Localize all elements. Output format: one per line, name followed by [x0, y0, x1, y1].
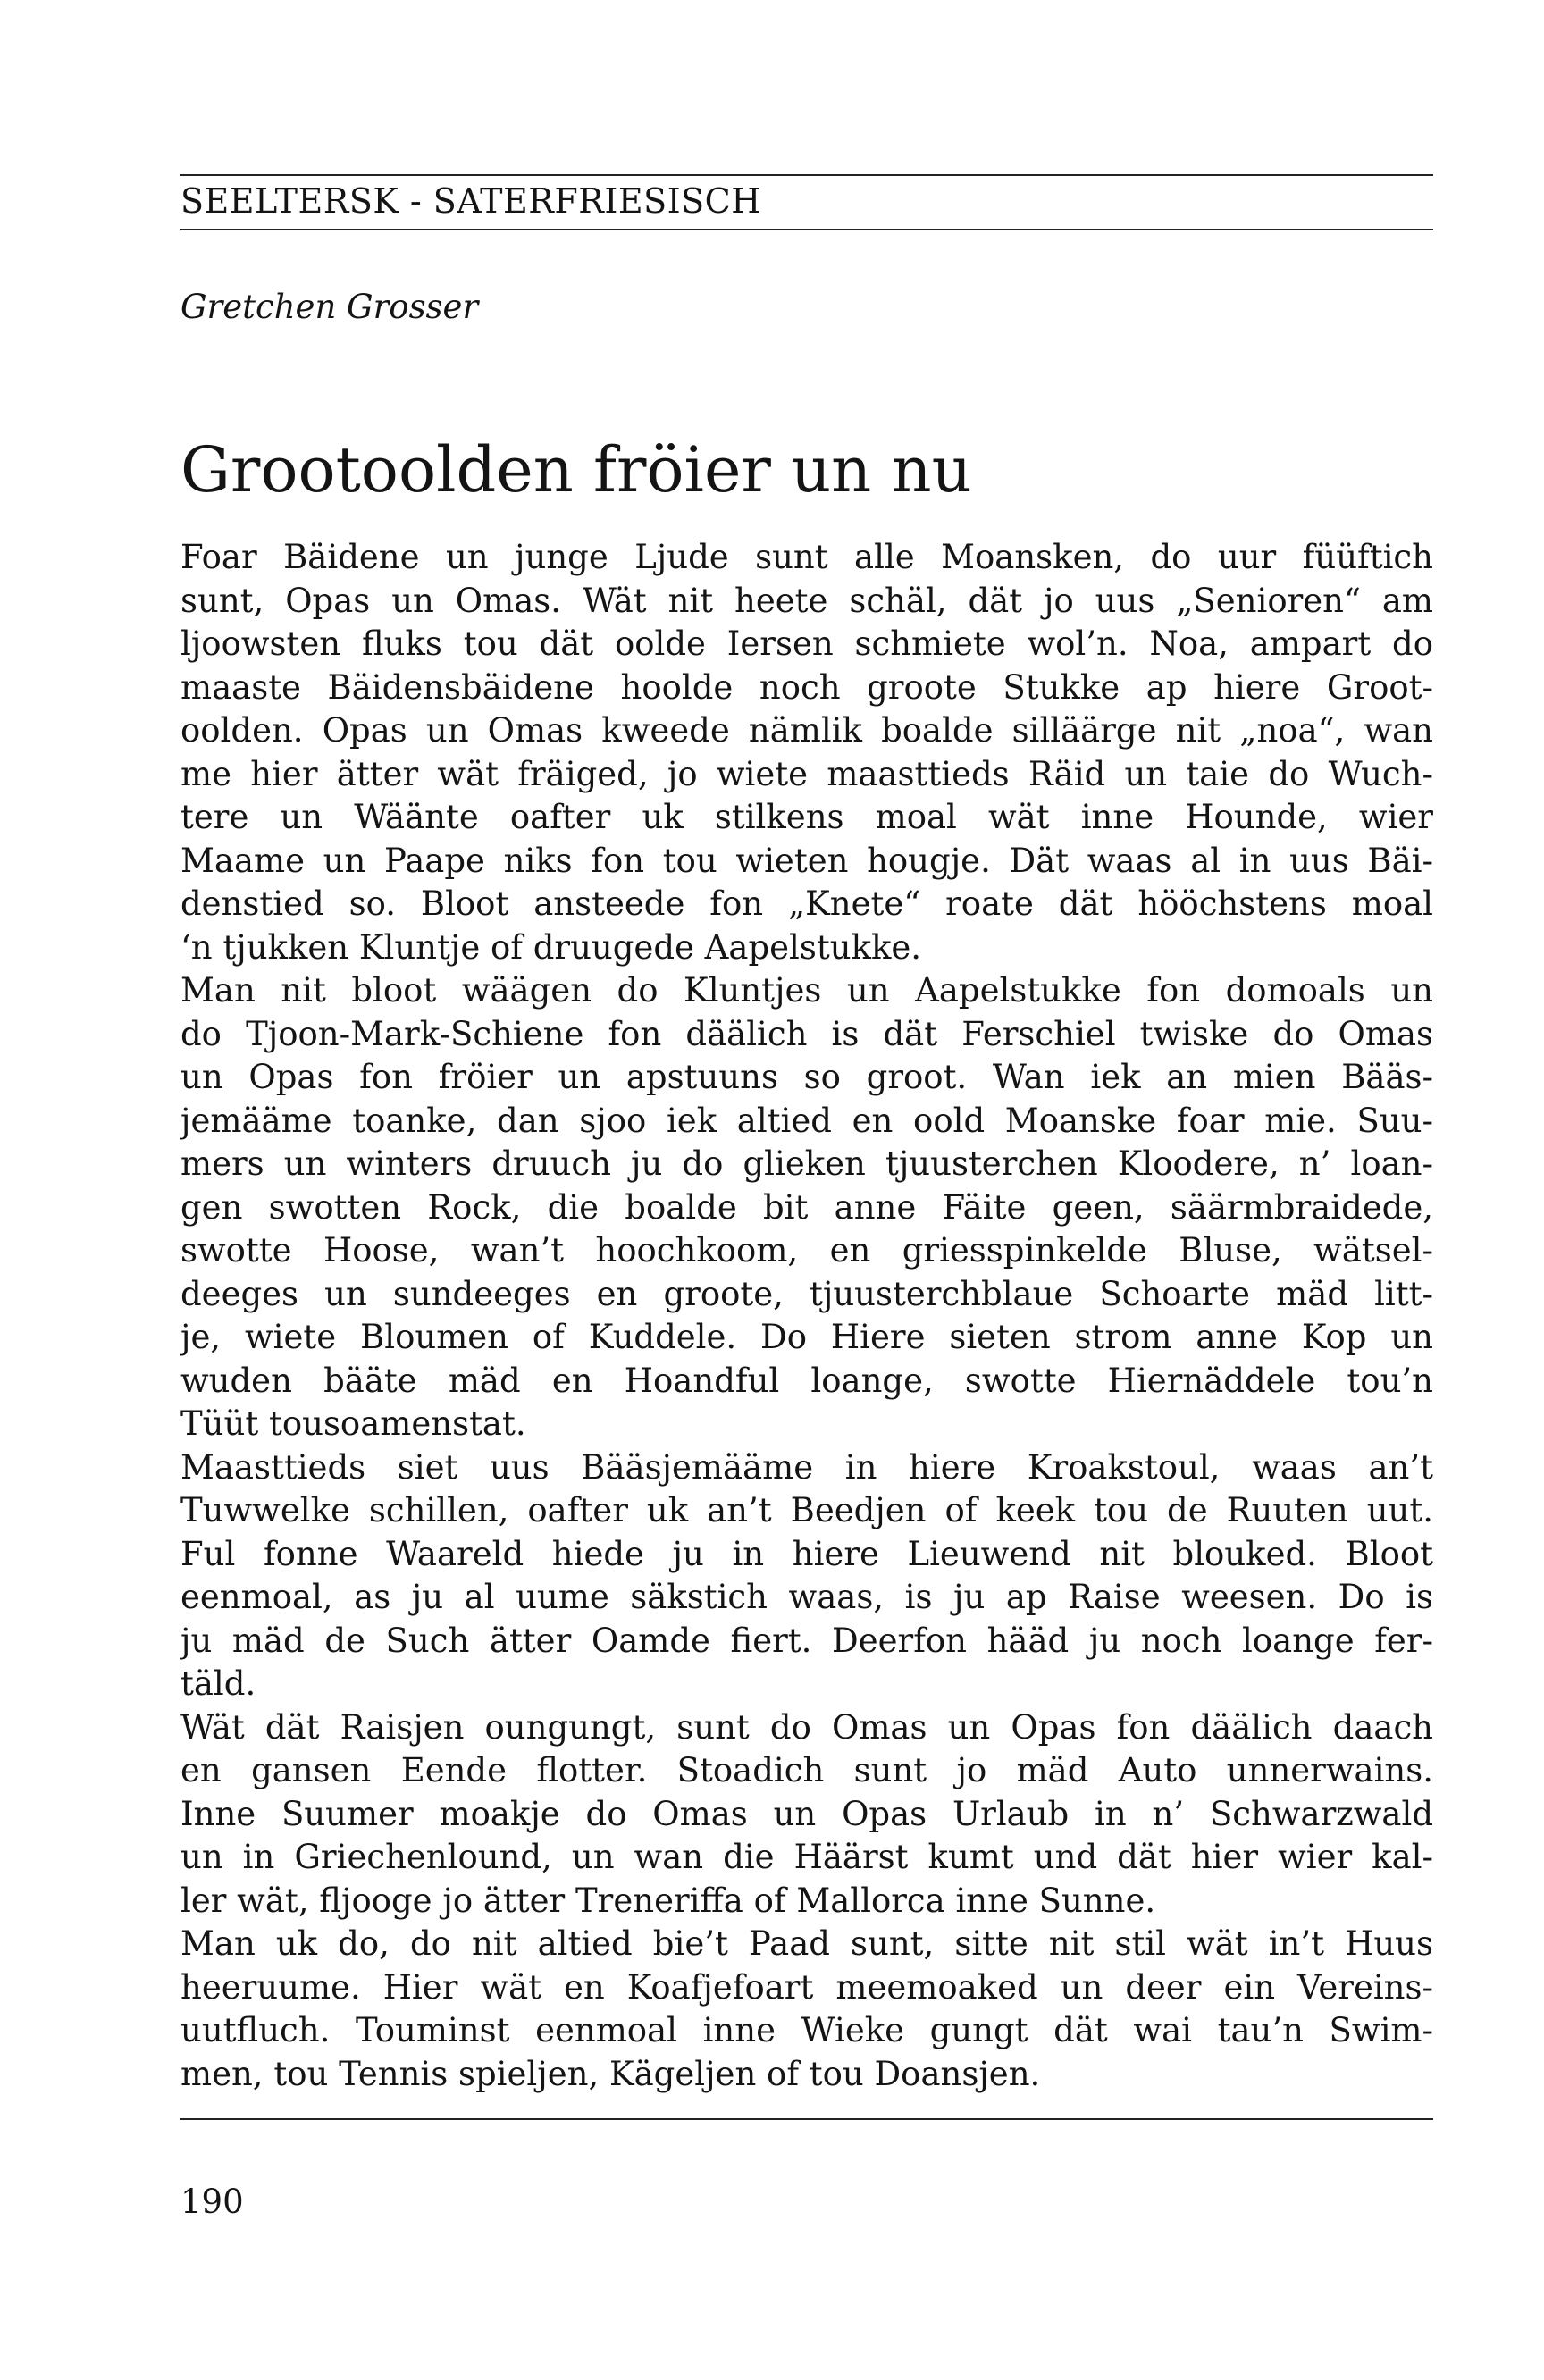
body-line: Maame un Paape niks fon tou wieten hougje. Dät waas al in uus Bäi- [180, 841, 1433, 880]
body-line: men, tou Tennis spieljen, Kägeljen of tou Doansjen. [180, 2054, 1041, 2093]
body-line: heeruume. Hier wät en Koafjefoart meemoaked un deer ein Vereins- [180, 1967, 1433, 2007]
body-line: sunt, Opas un Omas. Wät nit heete schäl, dät jo uus „Senioren“ am [180, 581, 1433, 620]
body-line: ju mäd de Such ätter Oamde fiert. Deerfon hääd ju noch loange fer- [180, 1621, 1433, 1660]
header-top-rule [180, 174, 1433, 176]
body-line: uutfluch. Touminst eenmoal inne Wieke gungt dät wai tau’n Swim- [180, 2011, 1433, 2049]
article-author: Gretchen Grosser [180, 288, 479, 326]
header-bottom-rule [180, 229, 1433, 230]
body-line: deeges un sundeeges en groote, tjuusterchblaue Schoarte mäd litt- [180, 1274, 1433, 1313]
body-line: oolden. Opas un Omas kweede nämlik boalde silläärge nit „noa“, wan [180, 711, 1433, 750]
body-line: je, wiete Bloumen of Kuddele. Do Hiere sieten strom anne Kop un [180, 1318, 1433, 1356]
body-line: gen swotten Rock, die boalde bit anne Fäite geen, säärmbraidede, [180, 1187, 1433, 1227]
body-line: Man uk do, do nit altied bie’t Paad sunt, sitte nit stil wät in’t Huus [180, 1924, 1433, 1963]
body-line: denstied so. Bloot ansteede fon „Knete“ roate dät hööchstens moal [180, 884, 1433, 923]
body-line: Tuwwelke schillen, oafter uk an’t Beedjen of keek tou de Ruuten uut. [180, 1491, 1433, 1529]
body-line: maaste Bäidensbäidene hoolde noch groote Stukke ap hiere Groot- [180, 667, 1433, 707]
body-line: swotte Hoose, wan’t hoochkoom, en griesspinkelde Bluse, wätsel- [180, 1231, 1433, 1270]
body-line: mers un winters druuch ju do glieken tjuusterchen Kloodere, n’ loan- [180, 1144, 1433, 1183]
page-number: 190 [180, 2183, 244, 2221]
body-line: Wät dät Raisjen oungungt, sunt do Omas un Opas fon däälich daach [180, 1707, 1433, 1747]
body-line: ‘n tjukken Kluntje of druugede Aapelstukke. [180, 927, 922, 967]
body-line: en gansen Eende flotter. Stoadich sunt jo mäd Auto unnerwains. [180, 1751, 1433, 1789]
body-line: me hier ätter wät fräiged, jo wiete maasttieds Räid un taie do Wuch- [180, 754, 1433, 793]
body-line: Foar Bäidene un junge Ljude sunt alle Moansken, do uur füüftich [180, 538, 1433, 576]
footer-rule [180, 2118, 1433, 2120]
body-line: jemääme toanke, dan sjoo iek altied en oold Moanske foar mie. Suu- [180, 1101, 1433, 1140]
running-header: SEELTERSK - SATERFRIESISCH [180, 181, 761, 221]
article-body [180, 536, 1433, 2096]
body-line: Ful fonne Waareld hiede ju in hiere Lieuwend nit blouked. Bloot [180, 1534, 1433, 1573]
body-line: wuden bääte mäd en Hoandful loange, swotte Hiernäddele tou’n [180, 1361, 1433, 1400]
body-line: Inne Suumer moakje do Omas un Opas Urlaub in n’ Schwarzwald [180, 1794, 1433, 1833]
body-line: Tüüt tousoamenstat. [180, 1404, 526, 1443]
body-line: un in Griechenlound, un wan die Häärst kumt und dät hier wier kal- [180, 1838, 1433, 1876]
body-line: tere un Wäänte oafter uk stilkens moal wät inne Hounde, wier [180, 798, 1433, 836]
article-title: Grootoolden fröier un nu [180, 433, 972, 507]
body-line: do Tjoon-Mark-Schiene fon däälich is dät Ferschiel twiske do Omas [180, 1014, 1433, 1053]
body-line: täld. [180, 1664, 256, 1703]
body-line: Man nit bloot wäägen do Kluntjes un Aapelstukke fon domoals un [180, 971, 1433, 1010]
body-line: eenmoal, as ju al uume säkstich waas, is ju ap Raise weesen. Do is [180, 1578, 1433, 1616]
body-line: ljoowsten fluks tou dät oolde Iersen schmiete wol’n. Noa, ampart do [180, 624, 1433, 663]
body-line: ler wät, fljooge jo ätter Treneriffa of Mallorca inne Sunne. [180, 1881, 1156, 1920]
body-line: Maasttieds siet uus Bääsjemääme in hiere Kroakstoul, waas an’t [180, 1447, 1433, 1487]
body-line: un Opas fon fröier un apstuuns so groot. Wan iek an mien Bääs- [180, 1058, 1433, 1096]
